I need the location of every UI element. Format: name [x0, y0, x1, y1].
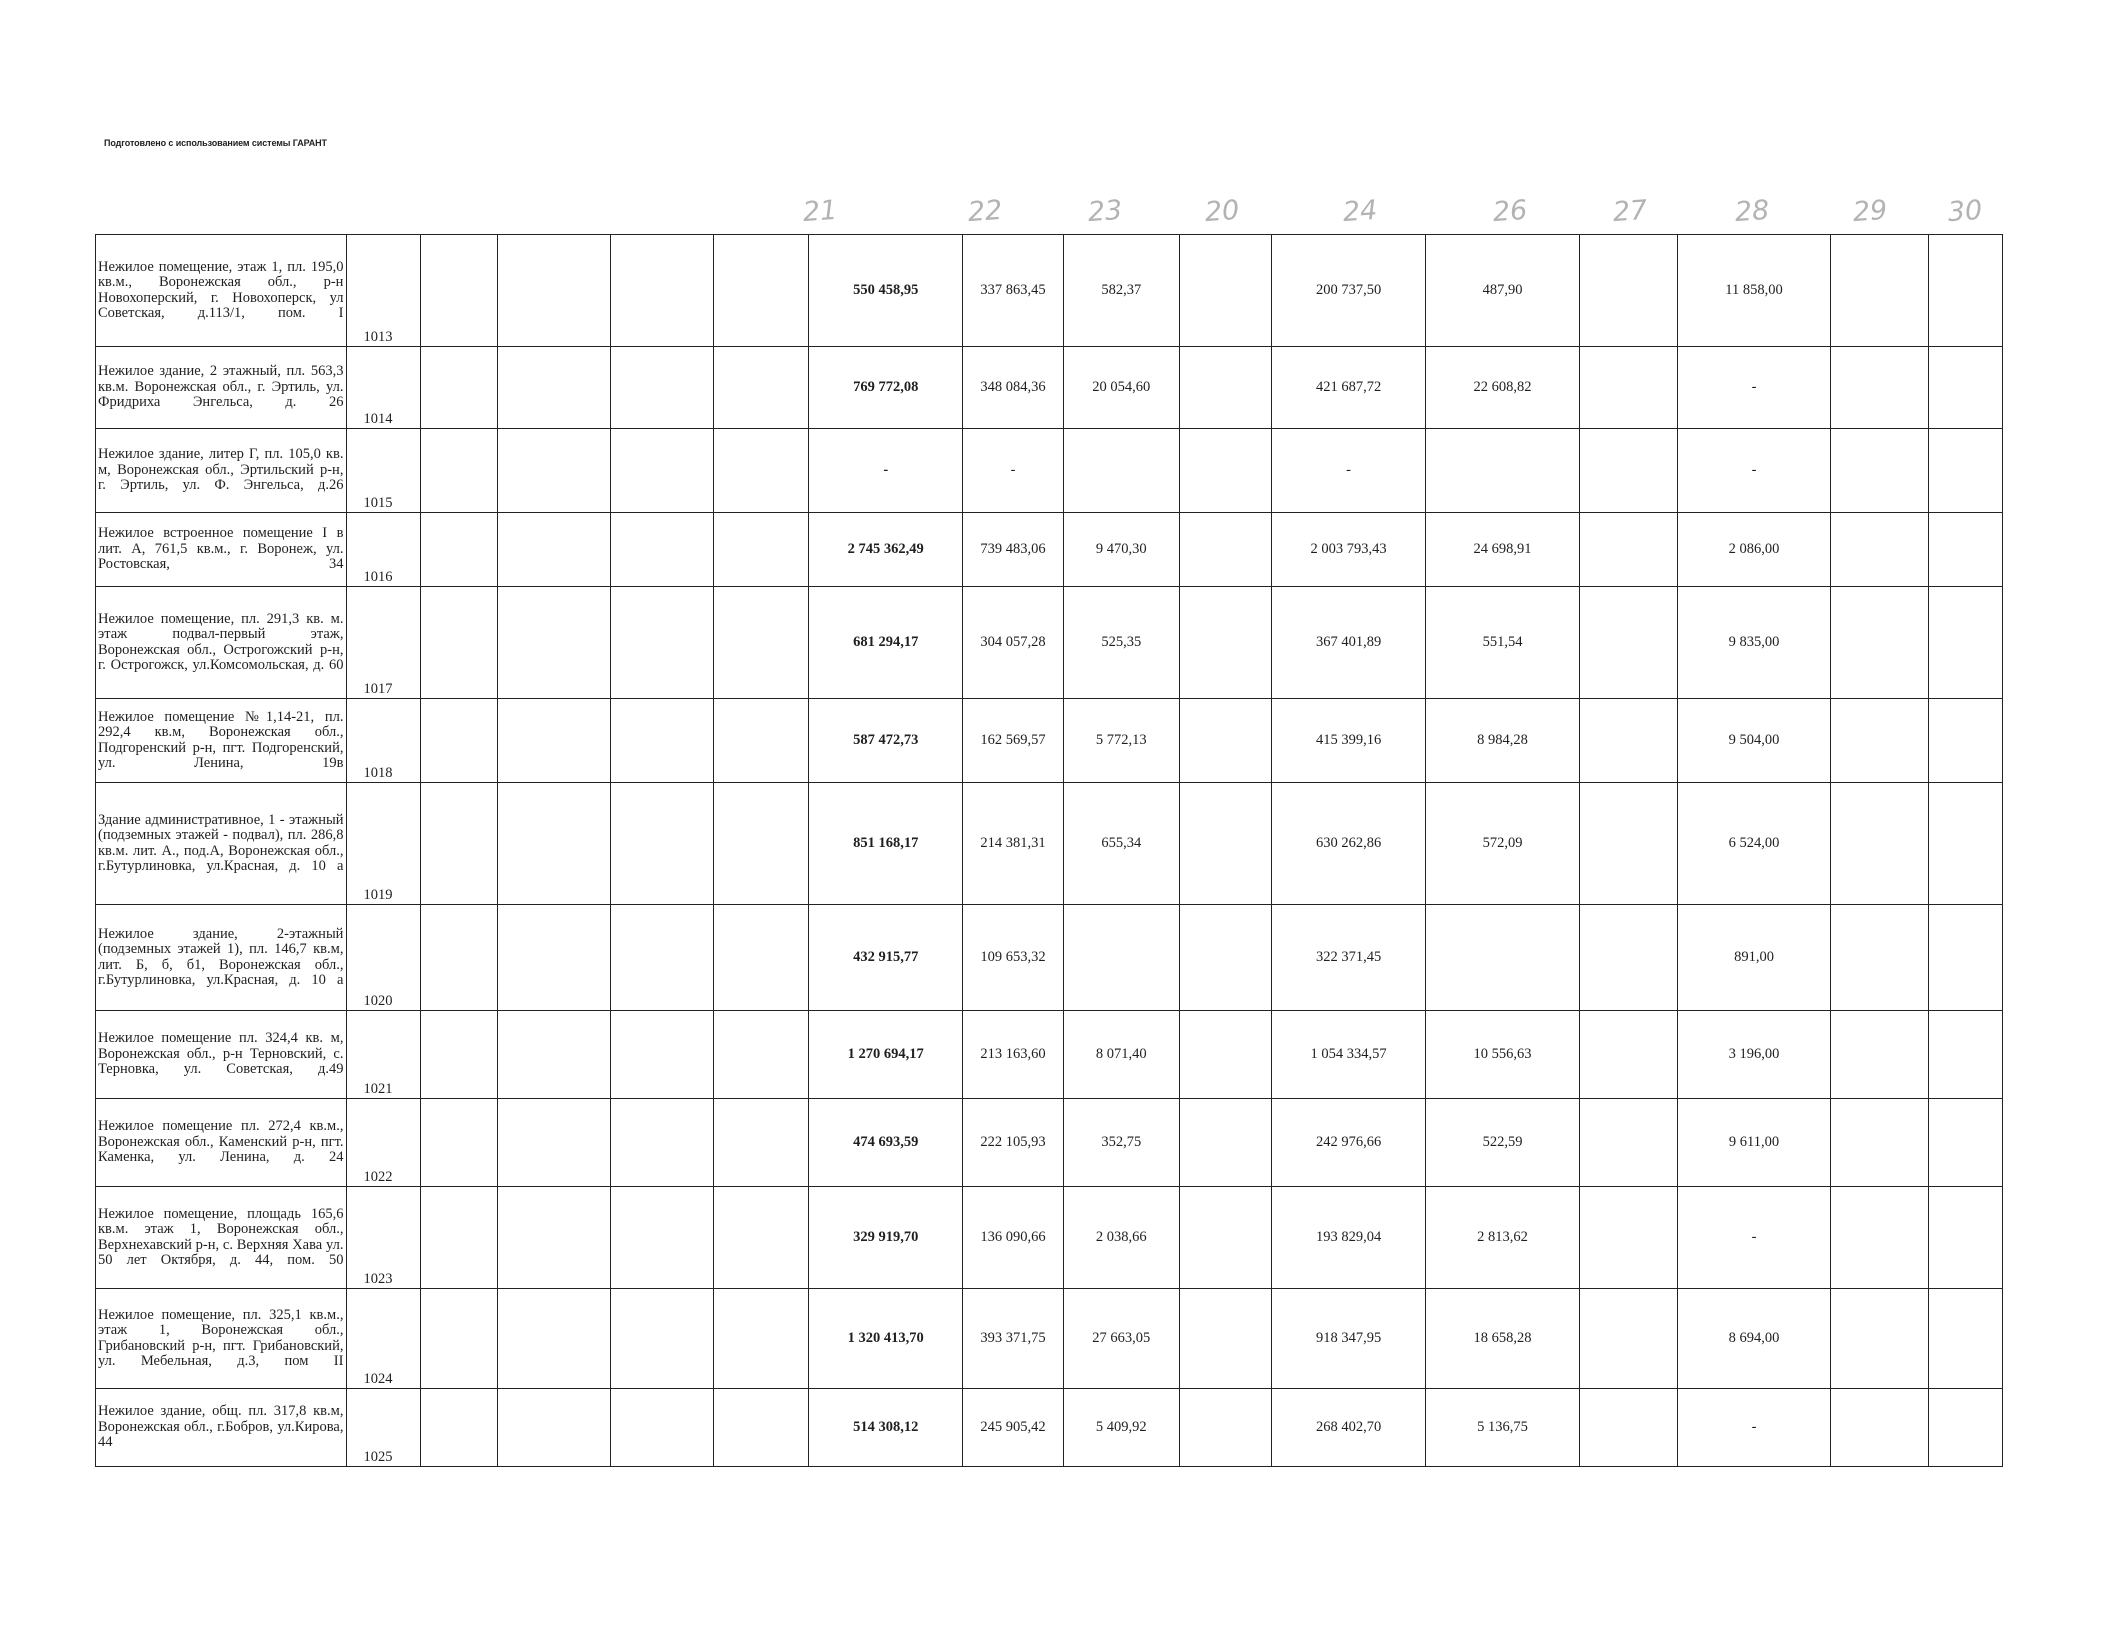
empty-cell: [1831, 699, 1929, 783]
empty-cell: [1580, 905, 1678, 1011]
empty-cell: [1831, 347, 1929, 429]
empty-cell: [498, 1011, 611, 1099]
empty-cell: [1928, 1389, 2002, 1467]
empty-cell: [1179, 1389, 1271, 1467]
empty-cell: [1580, 699, 1678, 783]
hw-number: 24: [1341, 194, 1379, 229]
empty-cell: [1580, 1289, 1678, 1389]
hw-number: 26: [1491, 194, 1529, 229]
value-cell: 9 504,00: [1677, 699, 1831, 783]
hw-number: 30: [1946, 194, 1984, 229]
empty-cell: [1831, 1187, 1929, 1289]
value-cell: -: [1677, 1389, 1831, 1467]
total-value: 432 915,77: [809, 905, 963, 1011]
empty-cell: [1928, 1099, 2002, 1187]
hw-number: 28: [1733, 194, 1771, 229]
value-cell: 109 653,32: [963, 905, 1064, 1011]
header-note: Подготовлено с использованием системы ГАРАНТ: [104, 138, 327, 148]
total-value: 550 458,95: [809, 235, 963, 347]
value-cell: [1063, 905, 1179, 1011]
empty-cell: [1831, 235, 1929, 347]
empty-cell: [1831, 429, 1929, 513]
empty-cell: [1580, 1011, 1678, 1099]
value-cell: 525,35: [1063, 587, 1179, 699]
empty-cell: [713, 347, 808, 429]
table-row: [96, 1389, 2003, 1467]
empty-cell: [498, 699, 611, 783]
total-value: 681 294,17: [809, 587, 963, 699]
empty-cell: [611, 1011, 714, 1099]
table-row: [96, 587, 2003, 699]
empty-cell: [421, 1099, 498, 1187]
property-description: Нежилое здание, общ. пл. 317,8 кв.м, Воронежская обл., г.Бобров, ул.Кирова, 44: [96, 1389, 347, 1467]
empty-cell: [1179, 905, 1271, 1011]
empty-cell: [713, 587, 808, 699]
table-row: [96, 1289, 2003, 1389]
empty-cell: [421, 1011, 498, 1099]
property-ledger-table: [95, 234, 2003, 1467]
empty-cell: [1179, 513, 1271, 587]
empty-cell: [1831, 1389, 1929, 1467]
empty-cell: [611, 1187, 714, 1289]
value-cell: 9 611,00: [1677, 1099, 1831, 1187]
value-cell: 487,90: [1426, 235, 1580, 347]
row-code: 1020: [347, 905, 421, 1011]
empty-cell: [1580, 513, 1678, 587]
hw-number: 21: [801, 194, 839, 229]
empty-cell: [1179, 1289, 1271, 1389]
empty-cell: [1580, 783, 1678, 905]
property-description: Нежилое помещение №1,14-21, пл. 292,4 кв.м, Воронежская обл., Подгоренский р-н, пгт. Подгоренский, ул. Ленина, 19в: [96, 699, 347, 783]
value-cell: 352,75: [1063, 1099, 1179, 1187]
empty-cell: [421, 783, 498, 905]
empty-cell: [1831, 513, 1929, 587]
value-cell: 630 262,86: [1272, 783, 1426, 905]
empty-cell: [1928, 905, 2002, 1011]
empty-cell: [713, 1389, 808, 1467]
empty-cell: [713, 699, 808, 783]
empty-cell: [611, 1389, 714, 1467]
empty-cell: [611, 1099, 714, 1187]
handwritten-column-numbers: [0, 196, 2105, 236]
value-cell: 551,54: [1426, 587, 1580, 699]
value-cell: [1426, 905, 1580, 1011]
table-row: [96, 429, 2003, 513]
value-cell: 582,37: [1063, 235, 1179, 347]
value-cell: 2 813,62: [1426, 1187, 1580, 1289]
empty-cell: [498, 1389, 611, 1467]
value-cell: 10 556,63: [1426, 1011, 1580, 1099]
row-code: 1023: [347, 1187, 421, 1289]
total-value: 1 320 413,70: [809, 1289, 963, 1389]
property-description: Нежилое помещение, этаж 1, пл. 195,0 кв.м., Воронежская обл., р-н Новохоперский, г. Новохоперск, ул Советская, д.113/1, пом. I: [96, 235, 347, 347]
empty-cell: [1179, 429, 1271, 513]
value-cell: [1426, 429, 1580, 513]
empty-cell: [1179, 1099, 1271, 1187]
hw-number: 22: [966, 194, 1004, 229]
empty-cell: [1580, 429, 1678, 513]
property-description: Нежилое помещение, пл. 325,1 кв.м., этаж 1, Воронежская обл., Грибановский р-н, пгт. Грибановский, ул. Мебельная, д.3, пом II: [96, 1289, 347, 1389]
value-cell: 5 772,13: [1063, 699, 1179, 783]
empty-cell: [713, 235, 808, 347]
table-row: [96, 1099, 2003, 1187]
value-cell: 222 105,93: [963, 1099, 1064, 1187]
value-cell: 8 984,28: [1426, 699, 1580, 783]
empty-cell: [421, 1187, 498, 1289]
property-description: Нежилое встроенное помещение I в лит. А, 761,5 кв.м., г. Воронеж, ул. Ростовская, 34: [96, 513, 347, 587]
value-cell: 572,09: [1426, 783, 1580, 905]
empty-cell: [713, 513, 808, 587]
table-row: [96, 783, 2003, 905]
hw-number: 29: [1851, 194, 1889, 229]
row-code: 1017: [347, 587, 421, 699]
empty-cell: [1928, 1289, 2002, 1389]
empty-cell: [713, 1099, 808, 1187]
value-cell: 213 163,60: [963, 1011, 1064, 1099]
empty-cell: [1179, 699, 1271, 783]
empty-cell: [1928, 587, 2002, 699]
empty-cell: [713, 429, 808, 513]
value-cell: 214 381,31: [963, 783, 1064, 905]
value-cell: 2 086,00: [1677, 513, 1831, 587]
value-cell: 27 663,05: [1063, 1289, 1179, 1389]
row-code: 1018: [347, 699, 421, 783]
value-cell: 367 401,89: [1272, 587, 1426, 699]
value-cell: 337 863,45: [963, 235, 1064, 347]
empty-cell: [611, 699, 714, 783]
total-value: 1 270 694,17: [809, 1011, 963, 1099]
empty-cell: [421, 347, 498, 429]
empty-cell: [611, 587, 714, 699]
empty-cell: [498, 429, 611, 513]
empty-cell: [498, 347, 611, 429]
empty-cell: [421, 1289, 498, 1389]
total-value: 851 168,17: [809, 783, 963, 905]
hw-number: 23: [1086, 194, 1124, 229]
property-description: Нежилое помещение, пл. 291,3 кв. м. этаж подвал-первый этаж, Воронежская обл., Острогожский р-н, г. Острогожск, ул.Комсомольская, д. 60: [96, 587, 347, 699]
empty-cell: [1928, 783, 2002, 905]
value-cell: 891,00: [1677, 905, 1831, 1011]
empty-cell: [611, 1289, 714, 1389]
empty-cell: [611, 513, 714, 587]
row-code: 1013: [347, 235, 421, 347]
empty-cell: [1831, 1011, 1929, 1099]
empty-cell: [1928, 699, 2002, 783]
empty-cell: [1580, 235, 1678, 347]
value-cell: [1063, 429, 1179, 513]
value-cell: 193 829,04: [1272, 1187, 1426, 1289]
total-value: 474 693,59: [809, 1099, 963, 1187]
value-cell: 242 976,66: [1272, 1099, 1426, 1187]
value-cell: 655,34: [1063, 783, 1179, 905]
value-cell: 20 054,60: [1063, 347, 1179, 429]
value-cell: 2 003 793,43: [1272, 513, 1426, 587]
value-cell: 348 084,36: [963, 347, 1064, 429]
empty-cell: [611, 905, 714, 1011]
value-cell: 245 905,42: [963, 1389, 1064, 1467]
table-row: [96, 699, 2003, 783]
ledger-body: [96, 235, 2003, 1467]
row-code: 1015: [347, 429, 421, 513]
property-description: Здание административное, 1 - этажный (подземных этажей - подвал), пл. 286,8 кв.м. лит. А., под.А, Воронежская обл., г.Бутурлиновка, ул.Красная, д. 10 а: [96, 783, 347, 905]
value-cell: 9 470,30: [1063, 513, 1179, 587]
value-cell: 522,59: [1426, 1099, 1580, 1187]
empty-cell: [1831, 905, 1929, 1011]
empty-cell: [1831, 783, 1929, 905]
property-description: Нежилое помещение пл. 272,4 кв.м., Воронежская обл., Каменский р-н, пгт. Каменка, ул. Ленина, д. 24: [96, 1099, 347, 1187]
empty-cell: [1928, 347, 2002, 429]
value-cell: -: [1677, 429, 1831, 513]
value-cell: 739 483,06: [963, 513, 1064, 587]
empty-cell: [611, 783, 714, 905]
empty-cell: [498, 587, 611, 699]
empty-cell: [421, 429, 498, 513]
empty-cell: [713, 1011, 808, 1099]
empty-cell: [1928, 513, 2002, 587]
value-cell: 200 737,50: [1272, 235, 1426, 347]
empty-cell: [1831, 1289, 1929, 1389]
value-cell: -: [1272, 429, 1426, 513]
total-value: 329 919,70: [809, 1187, 963, 1289]
empty-cell: [421, 587, 498, 699]
row-code: 1025: [347, 1389, 421, 1467]
empty-cell: [1179, 1187, 1271, 1289]
empty-cell: [1831, 587, 1929, 699]
value-cell: 1 054 334,57: [1272, 1011, 1426, 1099]
row-code: 1021: [347, 1011, 421, 1099]
empty-cell: [1179, 235, 1271, 347]
empty-cell: [1928, 1187, 2002, 1289]
value-cell: 304 057,28: [963, 587, 1064, 699]
total-value: 2 745 362,49: [809, 513, 963, 587]
empty-cell: [498, 235, 611, 347]
table-row: [96, 905, 2003, 1011]
empty-cell: [1928, 235, 2002, 347]
empty-cell: [498, 1187, 611, 1289]
row-code: 1014: [347, 347, 421, 429]
empty-cell: [713, 783, 808, 905]
empty-cell: [1179, 347, 1271, 429]
empty-cell: [713, 905, 808, 1011]
empty-cell: [611, 347, 714, 429]
value-cell: 162 569,57: [963, 699, 1064, 783]
total-value: 514 308,12: [809, 1389, 963, 1467]
value-cell: 5 136,75: [1426, 1389, 1580, 1467]
hw-number: 27: [1611, 194, 1649, 229]
row-code: 1019: [347, 783, 421, 905]
empty-cell: [1179, 587, 1271, 699]
value-cell: 393 371,75: [963, 1289, 1064, 1389]
value-cell: 421 687,72: [1272, 347, 1426, 429]
empty-cell: [611, 235, 714, 347]
empty-cell: [1580, 1099, 1678, 1187]
empty-cell: [713, 1187, 808, 1289]
value-cell: -: [1677, 347, 1831, 429]
empty-cell: [498, 1289, 611, 1389]
property-description: Нежилое помещение, площадь 165,6 кв.м. этаж 1, Воронежская обл., Верхнехавский р-н, с. Верхняя Хава ул. 50 лет Октября, д. 44, пом. 50: [96, 1187, 347, 1289]
value-cell: 6 524,00: [1677, 783, 1831, 905]
value-cell: 8 071,40: [1063, 1011, 1179, 1099]
empty-cell: [1928, 429, 2002, 513]
empty-cell: [1580, 587, 1678, 699]
value-cell: 3 196,00: [1677, 1011, 1831, 1099]
empty-cell: [1580, 347, 1678, 429]
empty-cell: [421, 1389, 498, 1467]
table-row: [96, 513, 2003, 587]
empty-cell: [498, 905, 611, 1011]
value-cell: 5 409,92: [1063, 1389, 1179, 1467]
empty-cell: [498, 783, 611, 905]
value-cell: 136 090,66: [963, 1187, 1064, 1289]
value-cell: 268 402,70: [1272, 1389, 1426, 1467]
value-cell: 322 371,45: [1272, 905, 1426, 1011]
empty-cell: [498, 1099, 611, 1187]
table-row: [96, 1011, 2003, 1099]
empty-cell: [611, 429, 714, 513]
empty-cell: [1928, 1011, 2002, 1099]
table-row: [96, 347, 2003, 429]
value-cell: 22 608,82: [1426, 347, 1580, 429]
empty-cell: [1580, 1389, 1678, 1467]
table-row: [96, 1187, 2003, 1289]
property-description: Нежилое здание, литер Г, пл. 105,0 кв. м, Воронежская обл., Эртильский р-н, г. Эртиль, ул. Ф. Энгельса, д.26: [96, 429, 347, 513]
property-description: Нежилое здание, 2 этажный, пл. 563,3 кв.м. Воронежская обл., г. Эртиль, ул. Фридриха Энгельса, д. 26: [96, 347, 347, 429]
total-value: -: [809, 429, 963, 513]
value-cell: 24 698,91: [1426, 513, 1580, 587]
empty-cell: [421, 905, 498, 1011]
total-value: 769 772,08: [809, 347, 963, 429]
property-description: Нежилое здание, 2-этажный (подземных этажей 1), пл. 146,7 кв.м, лит. Б, б, б1, Воронежская обл., г.Бутурлиновка, ул.Красная, д. 10 а: [96, 905, 347, 1011]
total-value: 587 472,73: [809, 699, 963, 783]
value-cell: 11 858,00: [1677, 235, 1831, 347]
row-code: 1022: [347, 1099, 421, 1187]
value-cell: 9 835,00: [1677, 587, 1831, 699]
value-cell: 18 658,28: [1426, 1289, 1580, 1389]
empty-cell: [1831, 1099, 1929, 1187]
value-cell: 2 038,66: [1063, 1187, 1179, 1289]
empty-cell: [713, 1289, 808, 1389]
row-code: 1024: [347, 1289, 421, 1389]
hw-number: 20: [1203, 194, 1241, 229]
empty-cell: [421, 235, 498, 347]
empty-cell: [421, 699, 498, 783]
value-cell: -: [1677, 1187, 1831, 1289]
property-description: Нежилое помещение пл. 324,4 кв. м, Воронежская обл., р-н Терновский, с. Терновка, ул. Советская, д.49: [96, 1011, 347, 1099]
empty-cell: [1179, 1011, 1271, 1099]
table-row: [96, 235, 2003, 347]
value-cell: -: [963, 429, 1064, 513]
value-cell: 918 347,95: [1272, 1289, 1426, 1389]
empty-cell: [421, 513, 498, 587]
empty-cell: [1179, 783, 1271, 905]
value-cell: 415 399,16: [1272, 699, 1426, 783]
empty-cell: [498, 513, 611, 587]
row-code: 1016: [347, 513, 421, 587]
value-cell: 8 694,00: [1677, 1289, 1831, 1389]
empty-cell: [1580, 1187, 1678, 1289]
